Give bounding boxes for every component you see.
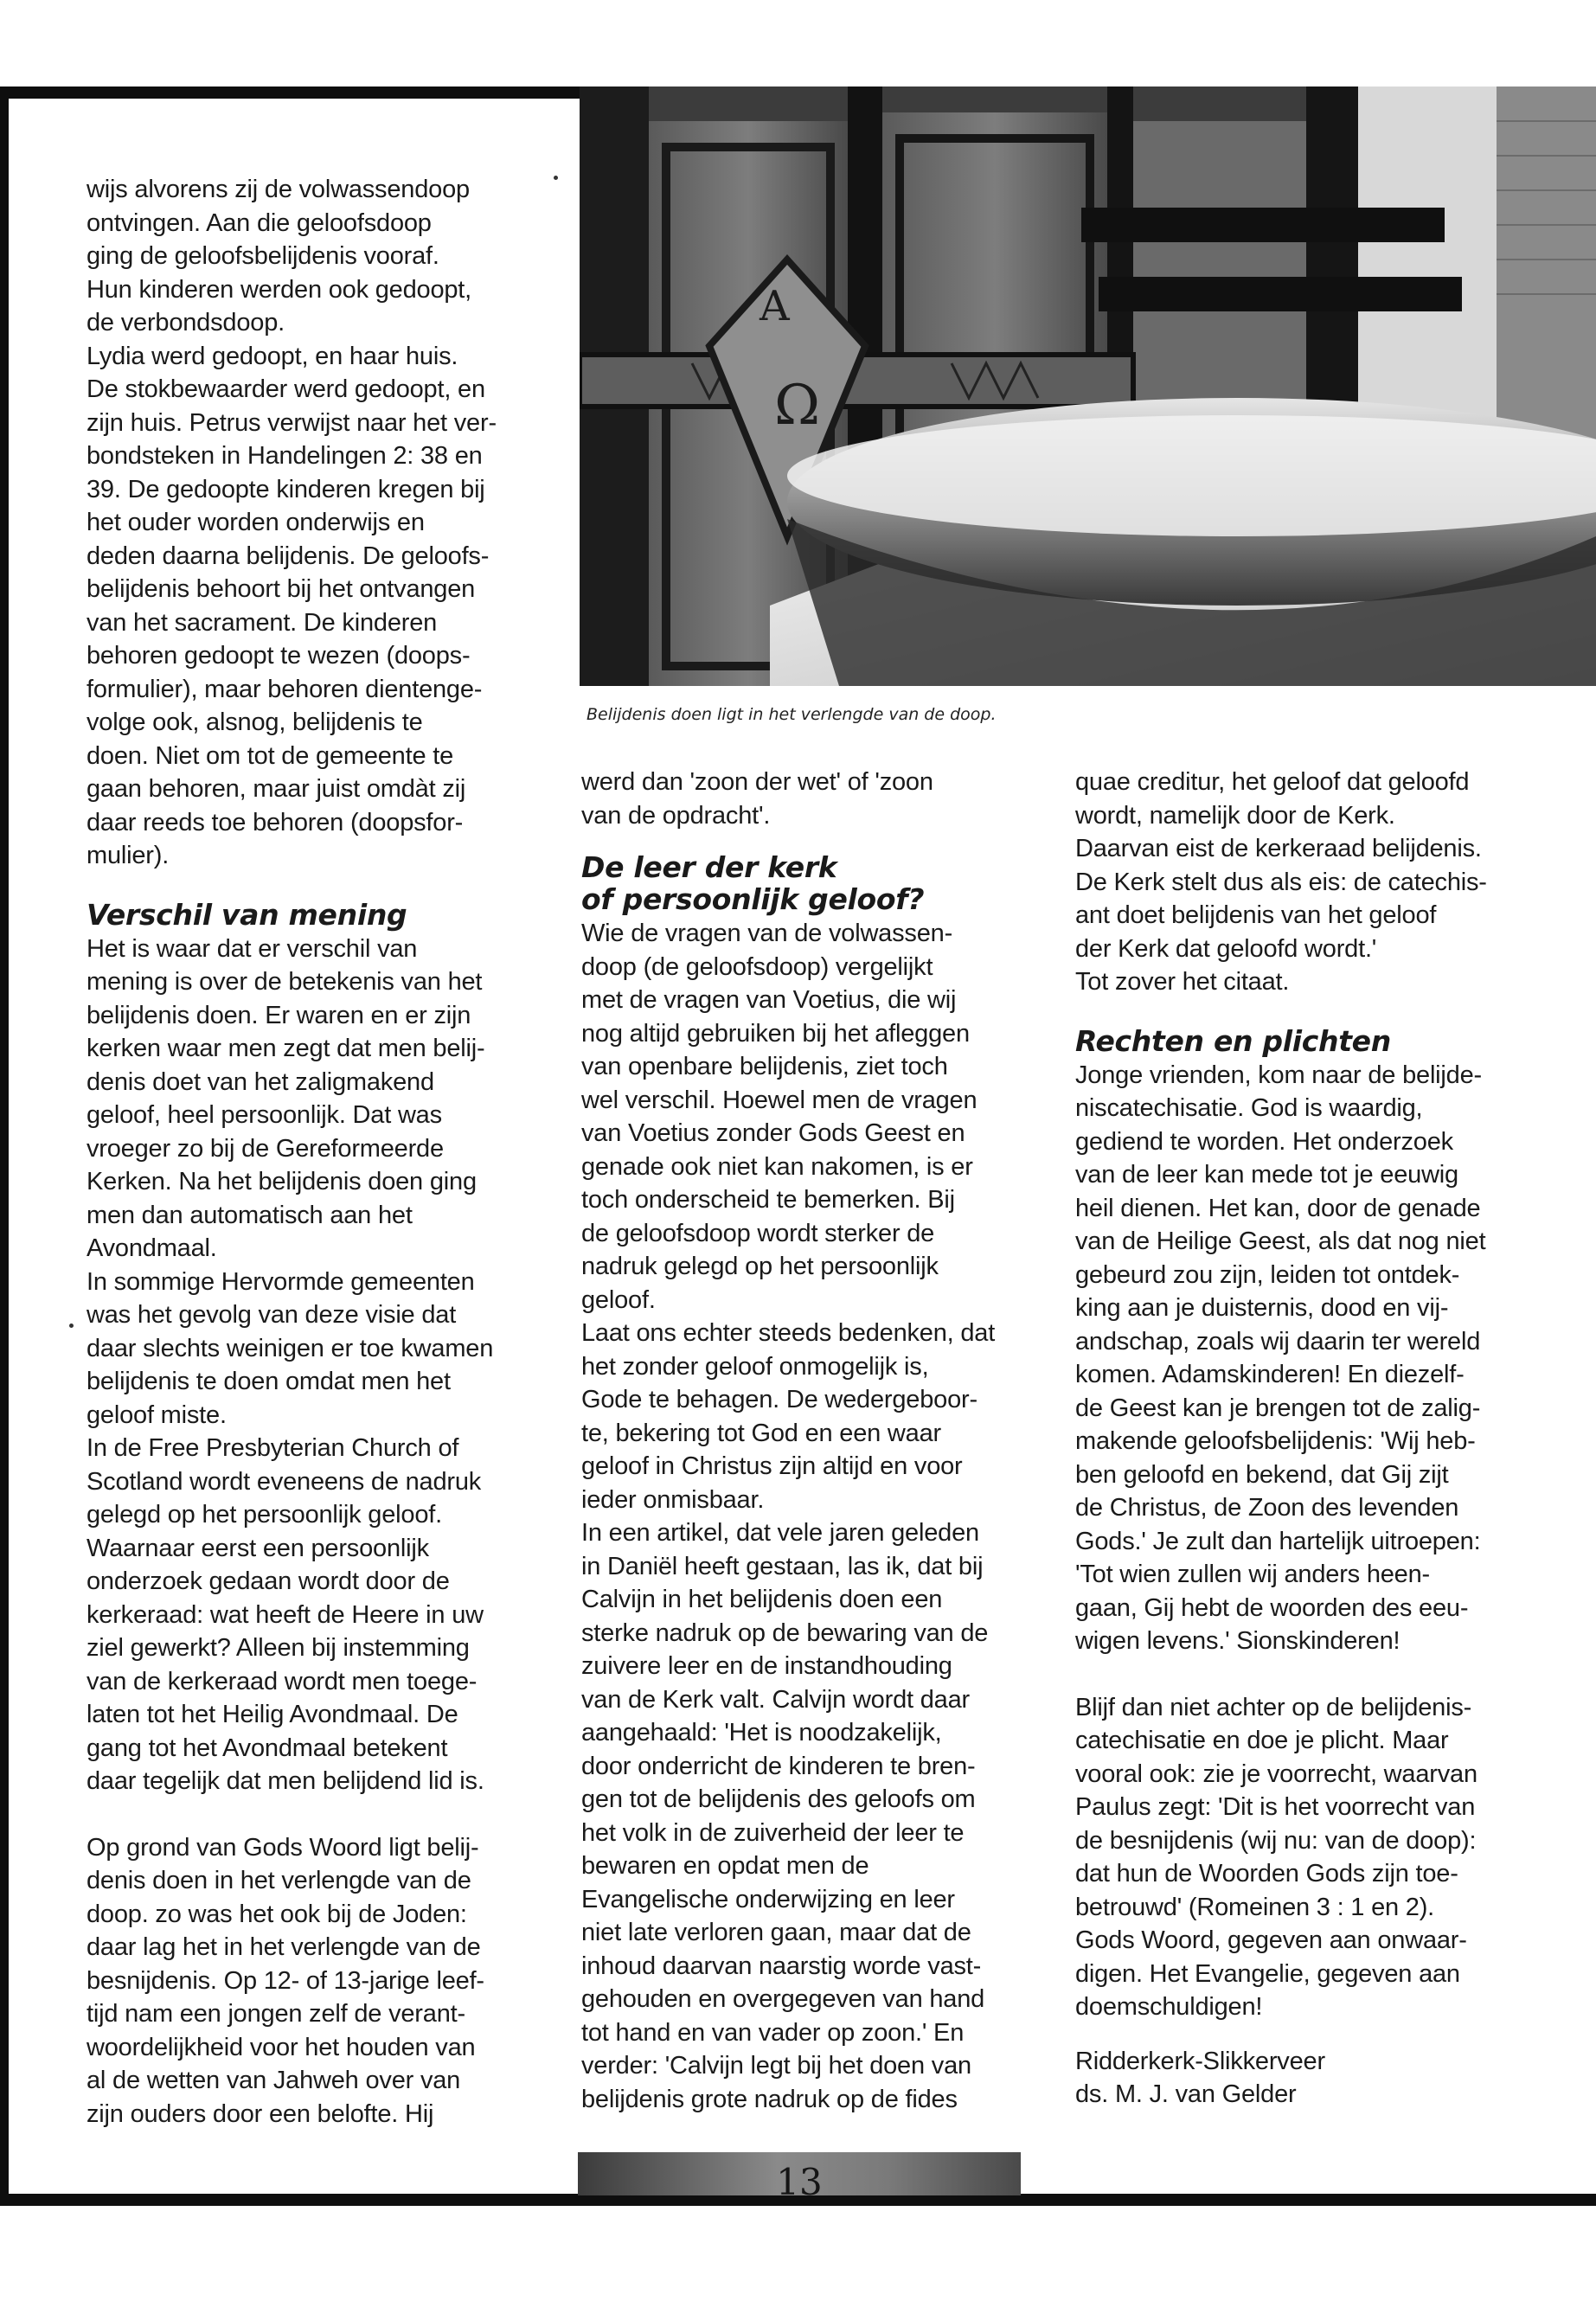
scan-speck xyxy=(554,176,558,180)
photo-caption: Belijdenis doen ligt in het verlengde van de doop. xyxy=(586,705,997,724)
baptism-font-photo xyxy=(580,87,1596,686)
section-heading-rechten: Rechten en plichten xyxy=(1075,1023,1391,1058)
scan-speck xyxy=(69,1324,74,1328)
article-column-2 xyxy=(581,766,1031,2116)
paragraph: quae creditur, het geloof dat geloofd wordt, namelijk door de Kerk. Daarvan eist de kerkeraad belijdenis. De Kerk stelt dus als eis: de catechis- ant doet belijdenis van het geloof der Kerk dat geloofd wordt.' Tot zover het citaat. xyxy=(1075,768,1487,996)
page-number: 13 xyxy=(776,2161,823,2203)
paragraph: Op grond van Gods Woord ligt belij- denis doen in het verlengde van de doop. zo was het ook bij de Joden: daar lag het in het verlengde van de besnijdenis. Op 12- of 13-jarige leef- tijd nam een jongen zelf de verant- woordelijkheid voor het houden van al de wetten van Jahweh over van zijn ouders door een belofte. Hij xyxy=(87,1833,484,2128)
article-column-1 xyxy=(87,173,536,2131)
paragraph: Wie de vragen van de volwassen- doop (de geloofsdoop) vergelijkt met de vragen van Voetius, die wij nog altijd gebruiken bij het afleggen van openbare belijdenis, ziet toch wel verschil. Hoewel men de vragen van Voetius zonder Gods Geest en genade ook niet kan nakomen, is er toch onderscheid te bemerken. Bij de geloofsdoop wordt sterker de nadruk gelegd op het persoonlijk geloof. Laat ons echter steeds bedenken, dat het zonder geloof onmogelijk is, Gode te behagen. De wedergeboor- te, bekering tot God en een waar geloof in Christus zijn altijd en voor ieder onmisbaar. In een artikel, dat vele jaren geleden in Daniël heeft gestaan, las ik, dat bij Calvijn in het belijdenis doen een sterke nadruk op de bewaring van de zuivere leer en de instandhouding van de Kerk valt. Calvijn wordt daar aangehaald: 'Het is noodzakelijk, door onderricht de kinderen te bren- gen tot de belijdenis des geloofs om het volk in de zuiverheid der leer te bewaren en opdat men de Evangelische onderwijzing en leer niet late verloren gaan, maar dat de inhoud daarvan naarstig worde vast- gehouden en overgegeven van hand tot hand en van vader op zoon.' En verder: 'Calvijn legt bij het doen van belijdenis grote nadruk op de fides xyxy=(581,920,996,2113)
paragraph: Blijf dan niet achter op de belijdenis- catechisatie en doe je plicht. Maar vooral ook: zie je voorrecht, waarvan Paulus zegt: 'Dit is het voorrecht van de besnijdenis (wij nu: van de doop): dat hun de Woorden Gods zijn toe- betrouwd' (Romeinen 3 : 1 en 2). Gods Woord, gegeven aan onwaar- digen. Het Evangelie, gegeven aan doemschuldigen! xyxy=(1075,1693,1477,2021)
section-heading-leer: De leer der kerk of persoonlijk geloof? xyxy=(581,850,925,916)
svg-text:Ω: Ω xyxy=(774,374,821,438)
paragraph: Het is waar dat er verschil van mening is over de betekenis van het belijdenis doen. Er waren en er zijn kerken waar men zegt dat men belij- denis doet van het zaligmakend geloof, heel persoonlijk. Dat was vroeger zo bij de Gereformeerde Kerken. Na het belijdenis doen ging men dan automatisch aan het Avondmaal. In sommige Hervormde gemeenten was het gevolg van deze visie dat daar slechts weinigen er toe kwamen belijdenis te doen omdat men het geloof miste. In de Free Presbyterian Church of Scotland wordt eveneens de nadruk gelegd op het persoonlijk geloof. Waarnaar eerst een persoonlijk onderzoek gedaan wordt door de kerkeraad: wat heeft de Heere in uw ziel gewerkt? Alleen bij instemming van de kerkeraad wordt men toege- laten tot het Heilig Avondmaal. De gang tot het Avondmaal betekent daar tegelijk dat men belijdend lid is. xyxy=(87,934,494,1795)
article-column-3 xyxy=(1075,766,1525,2112)
signature-place: Ridderkerk-Slikkerveer xyxy=(1075,2047,1325,2075)
paragraph: wijs alvorens zij de volwassendoop ontvingen. Aan die geloofsdoop ging de geloofsbelijdenis vooraf. Hun kinderen werden ook gedoopt, de verbondsdoop. Lydia werd gedoopt, en haar huis. De stokbewaarder werd gedoopt, en zijn huis. Petrus verwijst naar het ver- bondsteken in Handelingen 2: 38 en 39. De gedoopte kinderen kregen bij het ouder worden onderwijs en deden daarna belijdenis. De geloofs- belijdenis behoort bij het ontvangen van het sacrament. De kinderen behoren gedoopt te wezen (doops- formulier), maar behoren dientenge- volge ook, alsnog, belijdenis te doen. Niet om tot de gemeente te gaan behoren, maar juist omdàt zij daar reeds toe behoren (doopsfor- mulier). xyxy=(87,176,497,869)
author-signature xyxy=(1075,2045,1525,2112)
paragraph: werd dan 'zoon der wet' of 'zoon van de opdracht'. xyxy=(581,768,933,830)
signature-name: ds. M. J. van Gelder xyxy=(1075,2080,1297,2108)
svg-text:A: A xyxy=(760,282,790,330)
section-heading-verschil: Verschil van mening xyxy=(87,897,407,932)
photo-illustration xyxy=(580,87,1596,686)
page-number-bar xyxy=(578,2152,1021,2203)
page-frame-left xyxy=(0,87,9,2206)
paragraph: Jonge vrienden, kom naar de belijde- niscatechisatie. God is waardig, gediend te worden. Het onderzoek van de leer kan mede tot je eeuwig heil dienen. Het kan, door de genade van de Heilige Geest, als dat nog niet gebeurd zou zijn, leiden tot ontdek- king aan je duisternis, dood en vij- andschap, zoals wij daarin ter wereld komen. Adamskinderen! En diezelf- de Geest kan je brengen tot de zalig- makende geloofsbelijdenis: 'Wij heb- ben geloofd en bekend, dat Gij zijt de Christus, de Zoon des levenden Gods.' Je zult dan hartelijk uitroepen: 'Tot wien zullen wij anders heen- gaan, Gij hebt de woorden des eeu- wigen levens.' Sionskinderen! xyxy=(1075,1061,1486,1655)
